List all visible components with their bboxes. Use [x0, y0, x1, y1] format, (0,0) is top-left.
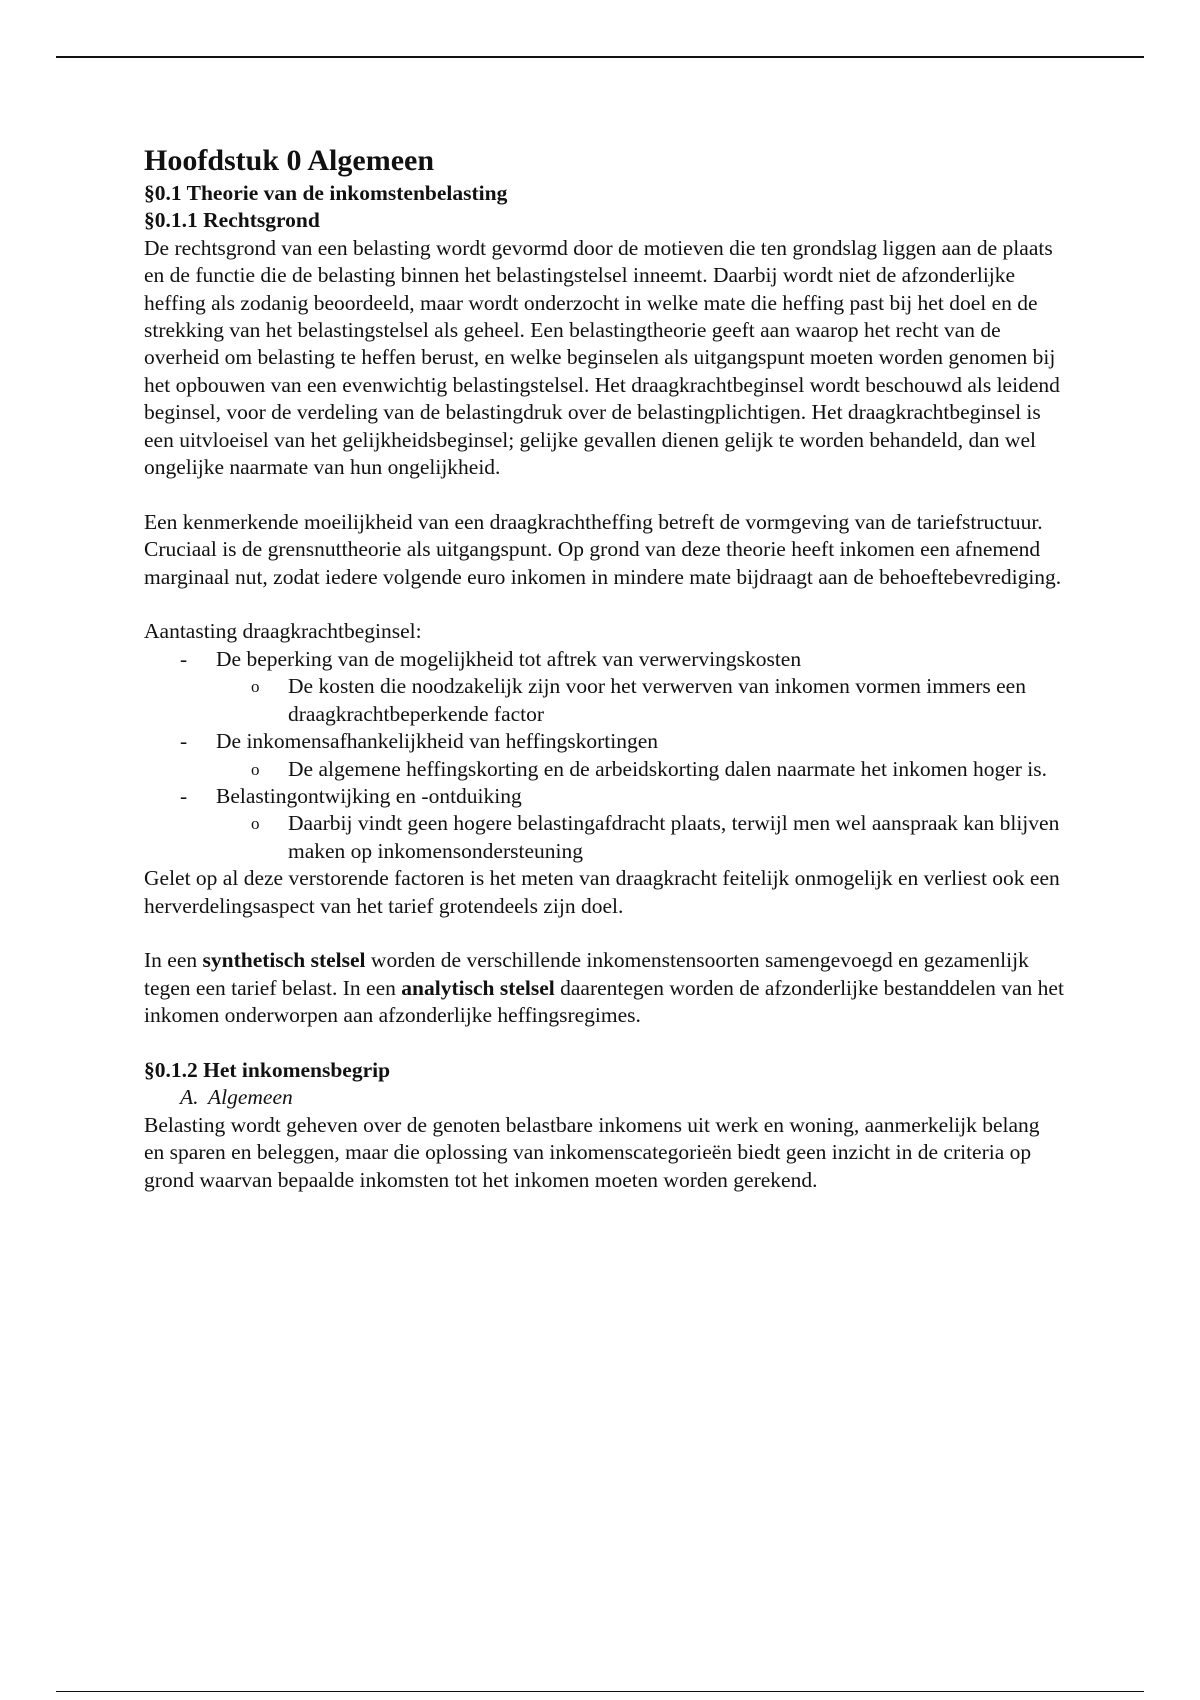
paragraph-verstorende-factoren: Gelet op al deze verstorende factoren is het meten van draagkracht feitelijk onmogelijk en verliest ook een herverdelingsaspect van het tarief grotendeels zijn doel. [144, 866, 1060, 918]
dash-bullet: - [180, 646, 188, 671]
list-item-text: De beperking van de mogelijkheid tot aftrek van verwervingskosten [216, 646, 802, 671]
list-item [144, 783, 1064, 865]
chapter-heading: Hoofdstuk 0 Algemeen [144, 144, 435, 177]
subsection-heading-rechtsgrond: §0.1.1 Rechtsgrond [144, 208, 320, 233]
sub-list [216, 756, 1064, 783]
sub-list-item-text: De kosten die noodzakelijk zijn voor het verwerven van inkomen vormen immers een draagkrachtbeperkende factor [288, 674, 1026, 726]
sub-list-item [216, 810, 1064, 865]
spacer [144, 591, 1064, 618]
paragraph-rechtsgrond: De rechtsgrond van een belasting wordt gevormd door de motieven die ten grondslag liggen aan de plaats en de functie die de belasting binnen het belastingstelsel inneemt. Daarbij wordt niet de afzonderlijke heffing als zodanig beoordeeld, maar wordt onderzocht in welke mate die heffing past bij het doel en de strekking van het belastingstelsel als geheel. Een belastingtheorie geeft aan waarop het recht van de overheid om belasting te heffen berust, en welke beginselen als uitgangspunt moeten worden genomen bij het opbouwen van een evenwichtig belastingstelsel. Het draagkrachtbeginsel wordt beschouwd als leidend beginsel, voor de verdeling van de belastingdruk over de belastingplichtigen. Het draagkrachtbeginsel is een uitvloeisel van het gelijkheidsbeginsel; gelijke gevallen dienen gelijk te worden behandeld, dan wel ongelijke naarmate van hun ongelijkheid. [144, 235, 1060, 480]
sub-list-item [216, 756, 1064, 783]
spacer [144, 481, 1064, 508]
sub-heading-letter: A. [180, 1085, 199, 1110]
dash-bullet: - [180, 783, 188, 808]
bottom-rule [56, 1691, 1144, 1692]
term-analytisch-stelsel: analytisch stelsel [401, 975, 555, 1000]
subsection-heading-inkomensbegrip: §0.1.2 Het inkomensbegrip [144, 1057, 391, 1082]
spacer [144, 920, 1064, 947]
sub-list [216, 673, 1064, 728]
paragraph-tariefstructuur: Een kenmerkende moeilijkheid van een draagkrachtheffing betreft de vormgeving van de tariefstructuur. Cruciaal is de grensnuttheorie als uitgangspunt. Op grond van deze theorie heeft inkomen een afnemend marginaal nut, zodat iedere volgende euro inkomen in mindere mate bijdraagt aan de behoeftebevrediging. [144, 509, 1062, 589]
circle-bullet: o [251, 814, 260, 834]
bullet-list [144, 646, 1064, 865]
list-intro: Aantasting draagkrachtbeginsel: [144, 619, 422, 644]
sub-heading-algemeen [144, 1084, 1064, 1111]
sub-list-item-text: Daarbij vindt geen hogere belastingafdracht plaats, terwijl men wel aanspraak kan blijven maken op inkomensondersteuning [288, 811, 1060, 863]
paragraph-inkomensbegrip: Belasting wordt geheven over de genoten belastbare inkomens uit werk en woning, aanmerkelijk belang en sparen en beleggen, maar die oplossing van inkomenscategorieën biedt geen inzicht in de criteria op grond waarvan bepaalde inkomsten tot het inkomen moeten worden gerekend. [144, 1112, 1040, 1192]
document-body [144, 142, 1064, 1194]
list-item [144, 646, 1064, 728]
section-heading: §0.1 Theorie van de inkomstenbelasting [144, 181, 508, 205]
sub-list-item [216, 673, 1064, 728]
text-run: In een [144, 948, 203, 973]
top-rule [56, 56, 1144, 58]
text-run: worden de verschillende inkomenstensoorten samengevoegd en gezamenlijk tegen een tarief belast. In een [144, 948, 1029, 1000]
paragraph-stelsels [144, 947, 1064, 1029]
sub-heading-label: Algemeen [208, 1085, 293, 1110]
term-synthetisch-stelsel: synthetisch stelsel [202, 948, 366, 973]
dash-bullet: - [180, 729, 188, 754]
text-run: daarentegen worden de afzonderlijke bestanddelen van het inkomen onderworpen aan afzonderlijke heffingsregimes. [144, 975, 1064, 1028]
list-item [144, 728, 1064, 783]
sub-list [216, 810, 1064, 865]
list-item-text: Belastingontwijking en -ontduiking [216, 783, 522, 808]
spacer [144, 1030, 1064, 1057]
circle-bullet: o [251, 759, 260, 779]
list-item-text: De inkomensafhankelijkheid van heffingskortingen [216, 729, 659, 754]
sub-list-item-text: De algemene heffingskorting en de arbeidskorting dalen naarmate het inkomen hoger is. [288, 756, 1048, 781]
circle-bullet: o [251, 677, 260, 697]
